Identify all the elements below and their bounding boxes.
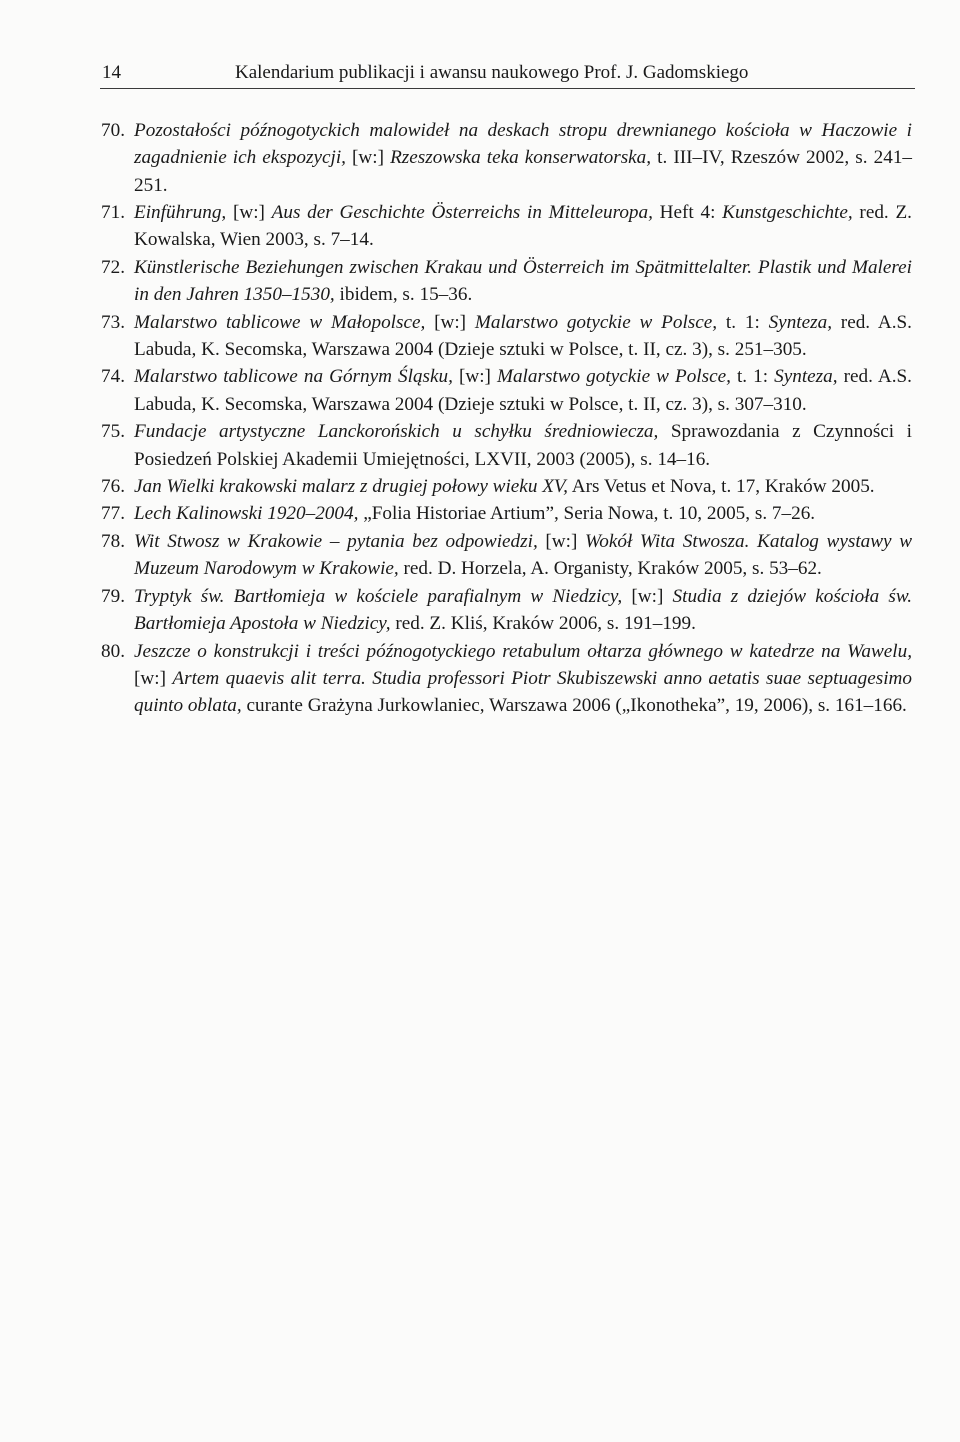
bibliography-entry <box>101 199 912 254</box>
entry-text: red. A.S. Labuda, K. Secomska, Warszawa 2004 (Dzieje sztuki w Polsce, t. II, cz. 3), s. 251–305. <box>134 311 912 360</box>
entry-text: [w:] <box>345 147 391 169</box>
entry-number: 79. <box>101 585 125 607</box>
entry-title-italic: Malarstwo gotyckie w Polsce, <box>496 366 731 388</box>
bibliography-entry <box>101 500 912 527</box>
entry-text: t. 1: <box>730 366 775 388</box>
bibliography-entry <box>101 473 912 500</box>
entry-title-italic: Aus der Geschichte Österreichs in Mitteleuropa, <box>271 202 653 224</box>
running-title: Kalendarium publikacji i awansu naukowego Prof. J. Gadomskiego <box>235 62 749 83</box>
entry-text: curante Grażyna Jurkowlaniec, Warszawa 2006 („Ikonotheka”, 19, 2006), s. 161–166. <box>241 695 907 717</box>
page-number: 14 <box>102 62 121 83</box>
entry-text: Ars Vetus et Nova, t. 17, Kraków 2005. <box>567 475 875 497</box>
entry-text: ibidem, s. 15–36. <box>334 284 473 306</box>
entry-number: 77. <box>101 503 125 525</box>
entry-text: [w:] <box>134 667 173 689</box>
entry-title-italic: Malarstwo tablicowe na Górnym Śląsku, <box>134 366 453 388</box>
entry-number: 78. <box>101 530 125 552</box>
entry-text: Sprawozdania z Czynności i Posiedzeń Polskiej Akademii Umiejętności, LXVII, 2003 (2005), s. 14–16. <box>134 421 912 470</box>
bibliography-entry <box>101 528 912 583</box>
entry-text: [w:] <box>425 311 475 333</box>
entry-text: [w:] <box>537 530 586 552</box>
entry-number: 71. <box>101 202 125 224</box>
entry-title-italic: Künstlerische Beziehungen zwischen Krakau und Österreich im Spätmittelalter. Plastik und Malerei in den Jahren 1350–1530, <box>134 256 912 306</box>
entry-title-italic: Synteza, <box>768 311 832 333</box>
bibliography-entry <box>101 309 912 364</box>
entry-title-italic: Fundacje artystyczne Lanckorońskich u schyłku średniowiecza, <box>134 421 659 443</box>
bibliography-entry <box>101 254 912 309</box>
entry-text: [w:] <box>226 202 272 224</box>
entry-title-italic: Jan Wielki krakowski malarz z drugiej połowy wieku XV, <box>134 475 568 497</box>
entry-title-italic: Artem quaevis alit terra. Studia professori Piotr Skubiszewski anno aetatis suae septuagesimo quinto oblata, <box>134 667 912 717</box>
entry-number: 76. <box>101 475 125 497</box>
entry-text: Heft 4: <box>652 202 723 224</box>
entry-title-italic: Tryptyk św. Bartłomieja w kościele parafialnym w Niedzicy, <box>134 585 623 607</box>
entry-title-italic: Wokół Wita Stwosza. Katalog wystawy w Muzeum Narodowym w Krakowie, <box>134 530 913 580</box>
entry-text: [w:] <box>622 585 673 607</box>
bibliography-entry <box>101 583 912 638</box>
entry-text: red. A.S. Labuda, K. Secomska, Warszawa 2004 (Dzieje sztuki w Polsce, t. II, cz. 3), s. 307–310. <box>134 366 912 415</box>
entry-number: 74. <box>101 366 125 388</box>
entry-number: 75. <box>101 421 125 443</box>
entry-title-italic: Einführung, <box>134 202 227 224</box>
entry-title-italic: Jeszcze o konstrukcji i treści późnogotyckiego retabulum ołtarza głównego w katedrze na Wawelu, <box>134 640 912 662</box>
entry-text: t. III–IV, Rzeszów 2002, s. 241–251. <box>134 147 913 196</box>
entry-title-italic: Lech Kalinowski 1920–2004, <box>134 503 359 525</box>
entry-number: 73. <box>101 311 125 333</box>
entry-title-italic: Studia z dziejów kościoła św. Bartłomieja Apostoła w Niedzicy, <box>134 585 913 635</box>
entry-text: red. Z. Kowalska, Wien 2003, s. 7–14. <box>134 202 912 251</box>
entry-title-italic: Synteza, <box>774 366 838 388</box>
entry-text: red. D. Horzela, A. Organisty, Kraków 2005, s. 53–62. <box>398 558 822 580</box>
bibliography-entry <box>101 363 912 418</box>
entry-title-italic: Malarstwo gotyckie w Polsce, <box>474 311 718 333</box>
entry-title-italic: Pozostałości późnogotyckich malowideł na deskach stropu drewnianego kościoła w Haczowie i zagadnienie ich ekspozycji, <box>134 120 912 169</box>
entry-text: t. 1: <box>717 311 769 333</box>
running-header <box>100 58 915 89</box>
bibliography-entry <box>101 418 912 473</box>
entry-title-italic: Rzeszowska teka konserwatorska, <box>390 147 652 169</box>
entry-title-italic: Malarstwo tablicowe w Małopolsce, <box>134 311 426 333</box>
bibliography-entry <box>101 117 912 199</box>
entry-title-italic: Wit Stwosz w Krakowie – pytania bez odpowiedzi, <box>134 530 538 552</box>
entry-text: red. Z. Kliś, Kraków 2006, s. 191–199. <box>390 613 696 635</box>
entry-number: 72. <box>101 256 125 278</box>
bibliography-entry <box>101 638 912 720</box>
entry-text: „Folia Historiae Artium”, Seria Nowa, t. 10, 2005, s. 7–26. <box>358 503 816 525</box>
entry-number: 80. <box>101 640 125 662</box>
entry-text: [w:] <box>452 366 497 388</box>
bibliography-list <box>101 117 912 720</box>
entry-title-italic: Kunstgeschichte, <box>722 202 853 224</box>
entry-number: 70. <box>101 120 125 141</box>
